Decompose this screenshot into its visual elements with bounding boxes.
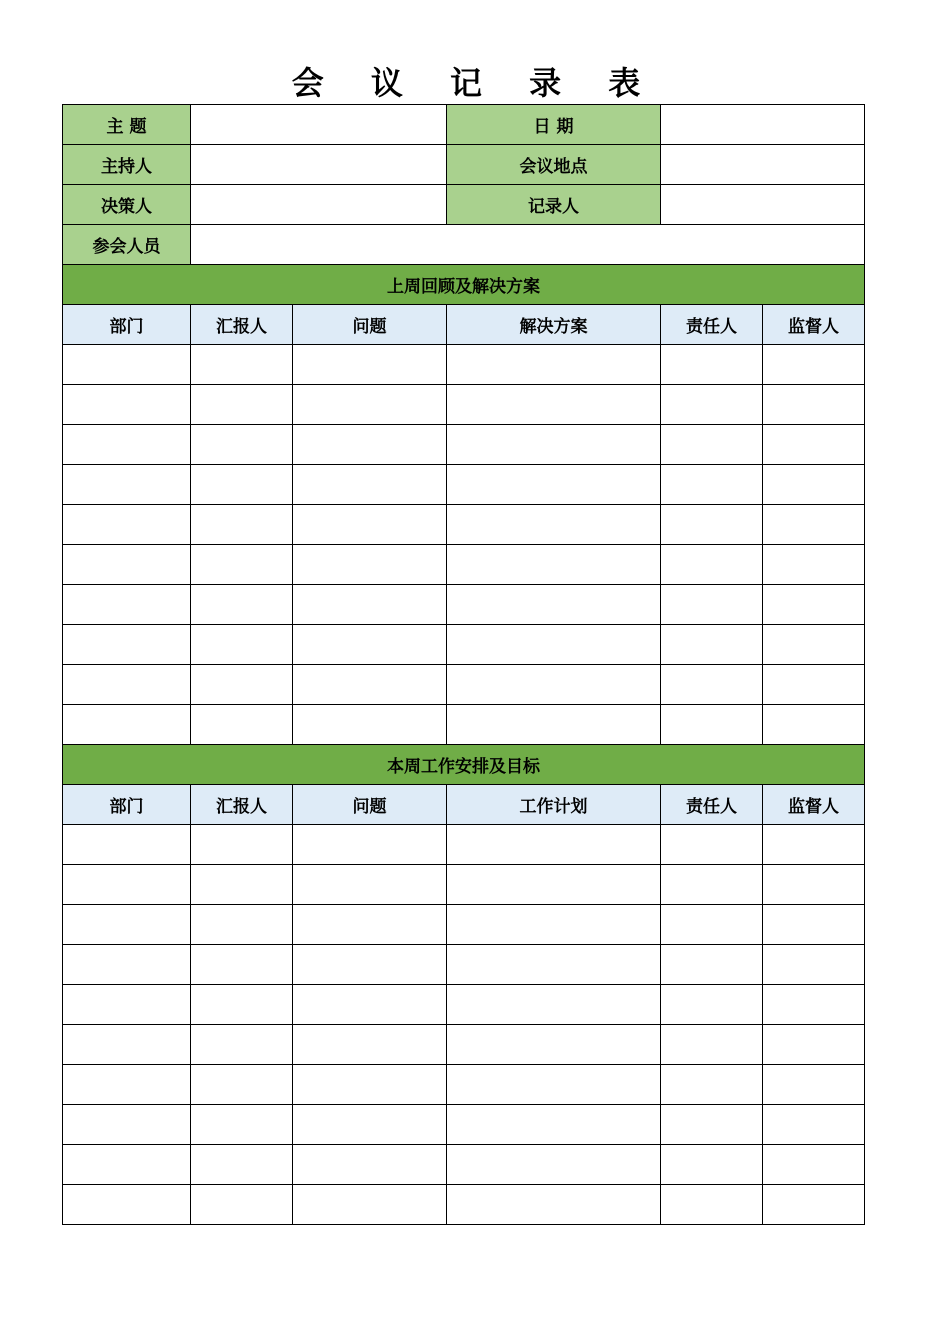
review-table-row: [63, 345, 865, 385]
review-table-cell[interactable]: [63, 665, 191, 705]
review-table-row: [63, 385, 865, 425]
review-table-cell[interactable]: [191, 345, 293, 385]
plan-table-cell[interactable]: [661, 1185, 763, 1225]
page-title: 会 议 记 录 表: [291, 64, 659, 102]
plan-table-cell[interactable]: [63, 1025, 191, 1065]
review-col-solution: 解决方案: [447, 305, 661, 345]
review-table-cell[interactable]: [191, 505, 293, 545]
recorder-label: 记录人: [447, 185, 661, 225]
review-table-cell[interactable]: [447, 585, 661, 625]
plan-table-cell[interactable]: [763, 1065, 865, 1105]
plan-table-cell[interactable]: [293, 905, 447, 945]
plan-table-cell[interactable]: [63, 985, 191, 1025]
subject-label: 主 题: [63, 105, 191, 145]
review-table-cell[interactable]: [447, 545, 661, 585]
review-table-cell[interactable]: [293, 465, 447, 505]
host-label: 主持人: [63, 145, 191, 185]
plan-table-cell[interactable]: [447, 1105, 661, 1145]
review-table-cell[interactable]: [191, 385, 293, 425]
plan-table-cell[interactable]: [661, 945, 763, 985]
plan-table-cell[interactable]: [293, 865, 447, 905]
review-table-cell[interactable]: [293, 345, 447, 385]
review-table-cell[interactable]: [661, 505, 763, 545]
plan-table-row: [63, 865, 865, 905]
date-field[interactable]: [661, 105, 865, 145]
plan-col-department: 部门: [63, 785, 191, 825]
review-col-issue: 问题: [293, 305, 447, 345]
review-col-reporter: 汇报人: [191, 305, 293, 345]
plan-column-header-row: [63, 785, 865, 825]
plan-table-cell[interactable]: [763, 825, 865, 865]
plan-table-cell[interactable]: [293, 1065, 447, 1105]
plan-table-cell[interactable]: [63, 825, 191, 865]
attendees-label: 参会人员: [63, 225, 191, 265]
plan-table-cell[interactable]: [293, 1185, 447, 1225]
review-section-row: [63, 265, 865, 305]
review-table-cell[interactable]: [661, 385, 763, 425]
review-table-cell[interactable]: [763, 465, 865, 505]
plan-table-cell[interactable]: [763, 1025, 865, 1065]
review-table-cell[interactable]: [63, 505, 191, 545]
review-table-cell[interactable]: [447, 505, 661, 545]
plan-table-cell[interactable]: [191, 1065, 293, 1105]
review-table-cell[interactable]: [191, 465, 293, 505]
plan-table-cell[interactable]: [763, 945, 865, 985]
plan-col-issue: 问题: [293, 785, 447, 825]
review-table-cell[interactable]: [293, 545, 447, 585]
plan-table-cell[interactable]: [63, 945, 191, 985]
review-table-cell[interactable]: [763, 345, 865, 385]
plan-table-cell[interactable]: [661, 865, 763, 905]
review-table-cell[interactable]: [293, 385, 447, 425]
plan-table-cell[interactable]: [191, 945, 293, 985]
review-table-cell[interactable]: [63, 345, 191, 385]
review-table-cell[interactable]: [661, 625, 763, 665]
review-table-cell[interactable]: [661, 425, 763, 465]
review-table-cell[interactable]: [763, 705, 865, 745]
plan-table-cell[interactable]: [447, 1025, 661, 1065]
review-table-cell[interactable]: [191, 625, 293, 665]
plan-table-cell[interactable]: [763, 1145, 865, 1185]
plan-table-cell[interactable]: [763, 905, 865, 945]
info-row-attendees: [63, 225, 865, 265]
plan-table-cell[interactable]: [293, 945, 447, 985]
plan-table-cell[interactable]: [293, 1145, 447, 1185]
plan-col-supervisor: 监督人: [763, 785, 865, 825]
review-table-cell[interactable]: [447, 665, 661, 705]
review-table-cell[interactable]: [661, 545, 763, 585]
plan-table-cell[interactable]: [191, 825, 293, 865]
plan-table-cell[interactable]: [63, 1185, 191, 1225]
plan-table-cell[interactable]: [63, 1145, 191, 1185]
plan-table-cell[interactable]: [191, 865, 293, 905]
plan-table-cell[interactable]: [661, 825, 763, 865]
review-table-row: [63, 545, 865, 585]
plan-table-cell[interactable]: [661, 905, 763, 945]
plan-section-row: [63, 745, 865, 785]
review-table-row: [63, 505, 865, 545]
plan-table-cell[interactable]: [191, 905, 293, 945]
plan-table-cell[interactable]: [191, 1025, 293, 1065]
review-table-cell[interactable]: [293, 625, 447, 665]
plan-table-cell[interactable]: [63, 865, 191, 905]
decider-label: 决策人: [63, 185, 191, 225]
review-table-row: [63, 465, 865, 505]
plan-table-cell[interactable]: [447, 825, 661, 865]
review-table-cell[interactable]: [661, 465, 763, 505]
review-table-cell[interactable]: [763, 425, 865, 465]
plan-table-row: [63, 1105, 865, 1145]
review-table-cell[interactable]: [293, 425, 447, 465]
plan-table-cell[interactable]: [293, 1105, 447, 1145]
location-field[interactable]: [661, 145, 865, 185]
review-table-cell[interactable]: [63, 585, 191, 625]
plan-table-row: [63, 825, 865, 865]
review-table-cell[interactable]: [763, 385, 865, 425]
review-col-owner: 责任人: [661, 305, 763, 345]
plan-table-cell[interactable]: [293, 1025, 447, 1065]
plan-table-cell[interactable]: [191, 1185, 293, 1225]
plan-table-cell[interactable]: [63, 1065, 191, 1105]
review-table-cell[interactable]: [293, 665, 447, 705]
review-table-cell[interactable]: [661, 585, 763, 625]
plan-table-cell[interactable]: [447, 865, 661, 905]
review-table-row: [63, 665, 865, 705]
plan-table-cell[interactable]: [661, 985, 763, 1025]
plan-col-owner: 责任人: [661, 785, 763, 825]
plan-table-cell[interactable]: [661, 1145, 763, 1185]
plan-col-work-plan: 工作计划: [447, 785, 661, 825]
review-table-cell[interactable]: [191, 545, 293, 585]
review-table-cell[interactable]: [661, 705, 763, 745]
plan-table-cell[interactable]: [63, 905, 191, 945]
info-row-subject: [63, 105, 865, 145]
review-table-cell[interactable]: [191, 665, 293, 705]
review-table-cell[interactable]: [63, 385, 191, 425]
plan-table-cell[interactable]: [191, 1145, 293, 1185]
plan-table-cell[interactable]: [763, 985, 865, 1025]
meeting-record-form: [62, 104, 865, 1225]
subject-field[interactable]: [191, 105, 447, 145]
attendees-field[interactable]: [191, 225, 865, 265]
review-table-cell[interactable]: [763, 545, 865, 585]
review-table-cell[interactable]: [191, 425, 293, 465]
review-table-cell[interactable]: [63, 425, 191, 465]
review-table-cell[interactable]: [763, 585, 865, 625]
plan-table-cell[interactable]: [763, 1105, 865, 1145]
plan-table-cell[interactable]: [293, 985, 447, 1025]
review-table-cell[interactable]: [763, 625, 865, 665]
plan-section-heading: 本周工作安排及目标: [63, 745, 865, 785]
review-table-cell[interactable]: [447, 385, 661, 425]
review-table-cell[interactable]: [63, 625, 191, 665]
review-table-cell[interactable]: [447, 425, 661, 465]
plan-col-reporter: 汇报人: [191, 785, 293, 825]
review-table-row: [63, 425, 865, 465]
plan-table-cell[interactable]: [661, 1065, 763, 1105]
review-col-department: 部门: [63, 305, 191, 345]
review-table-row: [63, 705, 865, 745]
info-row-host: [63, 145, 865, 185]
recorder-field[interactable]: [661, 185, 865, 225]
plan-table-cell[interactable]: [293, 825, 447, 865]
plan-table-cell[interactable]: [447, 1145, 661, 1185]
review-table-cell[interactable]: [447, 465, 661, 505]
plan-table-cell[interactable]: [763, 865, 865, 905]
plan-table-row: [63, 1065, 865, 1105]
location-label: 会议地点: [447, 145, 661, 185]
plan-table-cell[interactable]: [191, 985, 293, 1025]
review-table-cell[interactable]: [447, 625, 661, 665]
plan-table-row: [63, 905, 865, 945]
review-table-cell[interactable]: [661, 345, 763, 385]
date-label: 日 期: [447, 105, 661, 145]
plan-table-cell[interactable]: [661, 1025, 763, 1065]
review-section-heading: 上周回顾及解决方案: [63, 265, 865, 305]
plan-table-row: [63, 1025, 865, 1065]
review-col-supervisor: 监督人: [763, 305, 865, 345]
review-table-cell[interactable]: [293, 705, 447, 745]
plan-table-cell[interactable]: [447, 905, 661, 945]
decider-field[interactable]: [191, 185, 447, 225]
review-table-cell[interactable]: [191, 705, 293, 745]
review-table-cell[interactable]: [447, 345, 661, 385]
host-field[interactable]: [191, 145, 447, 185]
plan-table-cell[interactable]: [447, 985, 661, 1025]
review-table-cell[interactable]: [763, 505, 865, 545]
plan-table-cell[interactable]: [63, 1105, 191, 1145]
review-table-row: [63, 585, 865, 625]
plan-table-cell[interactable]: [191, 1105, 293, 1145]
review-table-cell[interactable]: [661, 665, 763, 705]
review-table-row: [63, 625, 865, 665]
plan-table-cell[interactable]: [447, 1185, 661, 1225]
review-table-cell[interactable]: [447, 705, 661, 745]
plan-table-row: [63, 985, 865, 1025]
info-row-decider: [63, 185, 865, 225]
plan-table-cell[interactable]: [763, 1185, 865, 1225]
review-table-cell[interactable]: [63, 545, 191, 585]
review-table-cell[interactable]: [63, 705, 191, 745]
plan-table-cell[interactable]: [447, 1065, 661, 1105]
plan-table-cell[interactable]: [447, 945, 661, 985]
review-table-cell[interactable]: [191, 585, 293, 625]
plan-table-row: [63, 1185, 865, 1225]
review-table-cell[interactable]: [63, 465, 191, 505]
review-column-header-row: [63, 305, 865, 345]
plan-table-row: [63, 945, 865, 985]
review-table-cell[interactable]: [293, 585, 447, 625]
plan-table-row: [63, 1145, 865, 1185]
plan-table-cell[interactable]: [661, 1105, 763, 1145]
review-table-cell[interactable]: [293, 505, 447, 545]
review-table-cell[interactable]: [763, 665, 865, 705]
